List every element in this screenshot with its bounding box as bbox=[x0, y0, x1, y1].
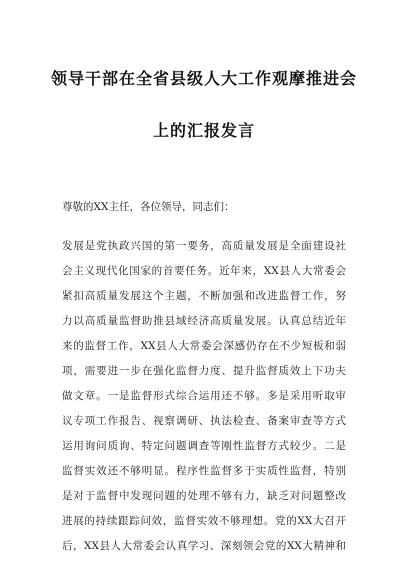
paragraph-line: 做文章。一是监督形式综合运用还不够。多是采用听取审 bbox=[62, 390, 346, 402]
paragraph-line: 进展的持续跟踪问效，监督实效不够理想。党的XX大召开 bbox=[62, 515, 346, 527]
document-title-line-2: 上的汇报发言 bbox=[152, 121, 255, 140]
paragraph-line: 紧扣高质量发展这个主题，不断加强和改进监督工作，努 bbox=[62, 290, 346, 302]
paragraph-line: 来的监督工作，XX县人大常委会深感仍存在不少短板和弱 bbox=[62, 340, 346, 352]
paragraph-line: 后，XX县人大常委会认真学习、深刻领会党的XX大精神和 bbox=[62, 540, 346, 552]
salutation: 尊敬的XX主任，各位领导，同志们： bbox=[62, 201, 235, 213]
paragraph-line: 发展是党执政兴国的第一要务，高质量发展是全面建设社 bbox=[62, 240, 346, 252]
paragraph-line: 是对于监督中发现问题的处理不够有力，缺乏对问题整改 bbox=[62, 490, 346, 502]
paragraph-line: 议专项工作报告、视察调研、执法检查、备案审查等方式 bbox=[62, 415, 346, 427]
paragraph-line: 会主义现代化国家的首要任务。近年来，XX县人大常委会 bbox=[62, 265, 346, 277]
paragraph-line: 项，需要进一步在强化监督力度、提升监督质效上下功夫 bbox=[62, 365, 346, 377]
paragraph-line: 力以高质量监督助推县域经济高质量发展。认真总结近年 bbox=[62, 315, 346, 327]
paragraph-line: 监督实效还不够明显。程序性监督多于实质性监督，特别 bbox=[62, 465, 346, 477]
document-title-line-1: 领导干部在全省县级人大工作观摩推进会 bbox=[50, 69, 357, 88]
paragraph-line: 运用询问质询、特定问题调查等刚性监督方式较少。二是 bbox=[62, 440, 346, 452]
